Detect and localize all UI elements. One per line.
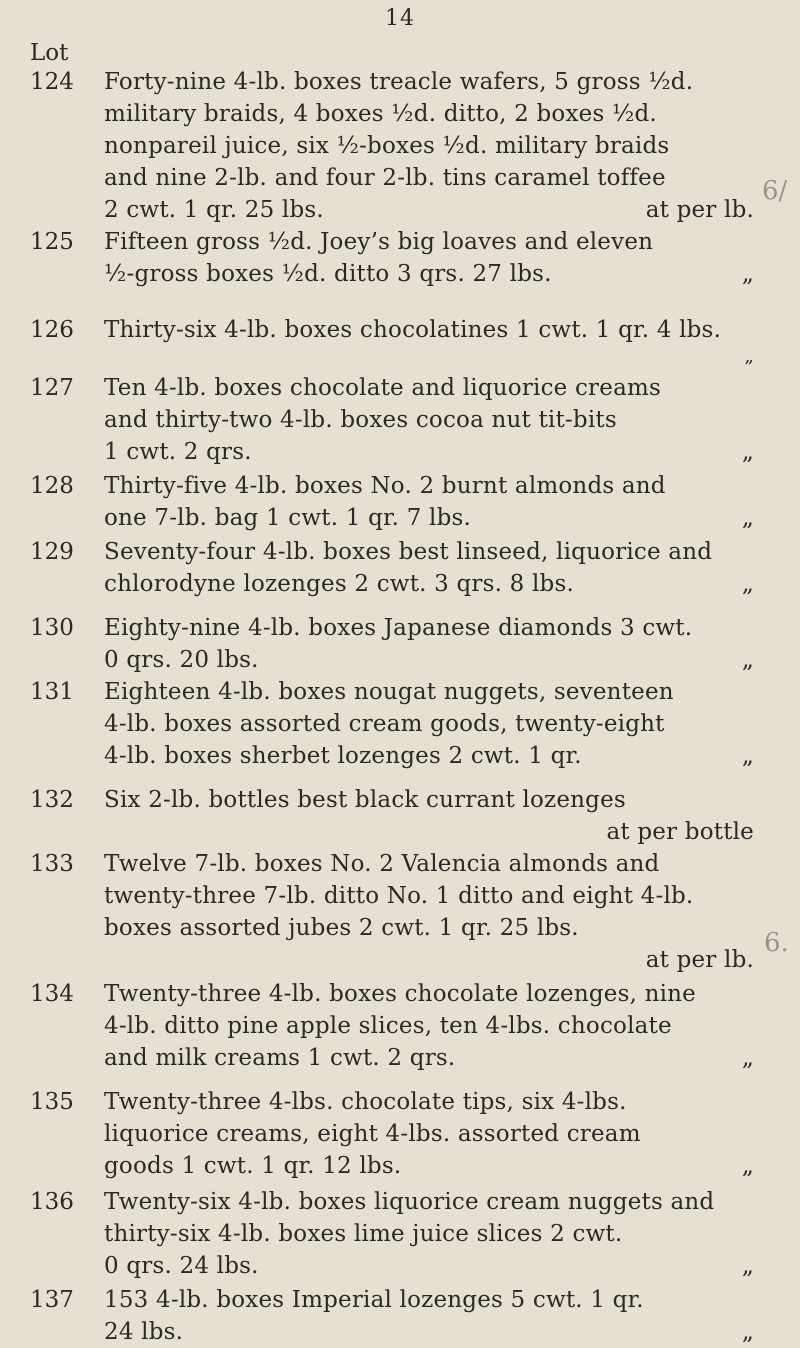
lot-price: at per lb. <box>645 197 754 223</box>
lot-line: Twenty-six 4-lb. boxes liquorice cream nuggets and <box>104 1189 715 1215</box>
lot-line: 4-lb. boxes sherbet lozenges 2 cwt. 1 qr. <box>104 743 582 769</box>
lot-line: and nine 2-lb. and four 2-lb. tins caramel toffee <box>104 165 666 191</box>
lot-line: one 7-lb. bag 1 cwt. 1 qr. 7 lbs. <box>104 505 472 531</box>
lot-price: „ <box>744 346 754 367</box>
lot-line: Fifteen gross ½d. Joey’s big loaves and eleven <box>104 229 654 255</box>
lot-price: at per bottle <box>606 819 754 845</box>
lot-description <box>104 1086 754 1182</box>
lot-description <box>104 372 754 468</box>
page-number: 14 <box>385 6 415 31</box>
lot-description <box>104 66 754 226</box>
lot-description <box>104 314 754 368</box>
lot-description <box>104 784 754 848</box>
lot-line: military braids, 4 boxes ½d. ditto, 2 boxes ½d. <box>104 101 657 127</box>
lot-number: 135 <box>30 1089 74 1115</box>
lot-line: nonpareil juice, six ½-boxes ½d. military braids <box>104 133 670 159</box>
lot-line: 4-lb. boxes assorted cream goods, twenty-eight <box>104 711 665 737</box>
lot-price: „ <box>741 261 754 287</box>
lot-line: 153 4-lb. boxes Imperial lozenges 5 cwt. 1 qr. <box>104 1287 644 1313</box>
lot-line: Seventy-four 4-lb. boxes best linseed, liquorice and <box>104 539 713 565</box>
lot-line: Eighteen 4-lb. boxes nougat nuggets, seventeen <box>104 679 674 705</box>
lot-line: goods 1 cwt. 1 qr. 12 lbs. <box>104 1153 402 1179</box>
lot-line: Six 2-lb. bottles best black currant lozenges <box>104 787 626 813</box>
lot-number: 126 <box>30 317 74 343</box>
lot-line: Ten 4-lb. boxes chocolate and liquorice creams <box>104 375 661 401</box>
lot-price: „ <box>741 505 754 531</box>
lot-number: 129 <box>30 539 74 565</box>
lot-number: 131 <box>30 679 74 705</box>
lot-line: liquorice creams, eight 4-lbs. assorted cream <box>104 1121 641 1147</box>
lot-description <box>104 1284 754 1348</box>
lot-line: and milk creams 1 cwt. 2 qrs. <box>104 1045 456 1071</box>
lot-description <box>104 536 754 600</box>
lot-line: Thirty-five 4-lb. boxes No. 2 burnt almonds and <box>104 473 666 499</box>
lot-line: twenty-three 7-lb. ditto No. 1 ditto and eight 4-lb. <box>104 883 694 909</box>
lot-description <box>104 226 754 290</box>
lot-price: „ <box>741 1153 754 1179</box>
lot-number: 132 <box>30 787 74 813</box>
lot-line: Twenty-three 4-lbs. chocolate tips, six 4-lbs. <box>104 1089 627 1115</box>
lot-price: „ <box>741 743 754 769</box>
lot-line: chlorodyne lozenges 2 cwt. 3 qrs. 8 lbs. <box>104 571 574 597</box>
lot-price: „ <box>741 647 754 673</box>
lot-line: 0 qrs. 24 lbs. <box>104 1253 259 1279</box>
lot-line: Forty-nine 4-lb. boxes treacle wafers, 5 gross ½d. <box>104 69 694 95</box>
lot-description <box>104 470 754 534</box>
lot-price: „ <box>741 571 754 597</box>
lot-line: 2 cwt. 1 qr. 25 lbs. <box>104 197 324 223</box>
lot-number: 128 <box>30 473 74 499</box>
lot-line: 24 lbs. <box>104 1319 184 1345</box>
lot-line: thirty-six 4-lb. boxes lime juice slices 2 cwt. <box>104 1221 623 1247</box>
lot-number: 137 <box>30 1287 74 1313</box>
lot-line: and thirty-two 4-lb. boxes cocoa nut tit-bits <box>104 407 617 433</box>
lot-number: 127 <box>30 375 74 401</box>
lot-line: 1 cwt. 2 qrs. <box>104 439 252 465</box>
lot-number: 136 <box>30 1189 74 1215</box>
lot-price: „ <box>741 439 754 465</box>
handwritten-mark: 6/ <box>762 176 788 206</box>
lot-line: 0 qrs. 20 lbs. <box>104 647 259 673</box>
lot-description <box>104 978 754 1074</box>
lot-column-header: Lot <box>30 40 69 66</box>
lot-line: Twenty-three 4-lb. boxes chocolate lozenges, nine <box>104 981 696 1007</box>
lot-description <box>104 612 754 676</box>
lot-line: Thirty-six 4-lb. boxes chocolatines 1 cwt. 1 qr. 4 lbs. <box>104 317 722 343</box>
lot-line: Eighty-nine 4-lb. boxes Japanese diamonds 3 cwt. <box>104 615 693 641</box>
lot-description <box>104 848 754 976</box>
lot-number: 133 <box>30 851 74 877</box>
lot-description <box>104 1186 754 1282</box>
lot-number: 130 <box>30 615 74 641</box>
lot-number: 124 <box>30 69 74 95</box>
lot-line: ½-gross boxes ½d. ditto 3 qrs. 27 lbs. <box>104 261 552 287</box>
lot-price: „ <box>741 1319 754 1345</box>
lot-description <box>104 676 754 772</box>
lot-number: 134 <box>30 981 74 1007</box>
lot-price: „ <box>741 1253 754 1279</box>
lot-line: Twelve 7-lb. boxes No. 2 Valencia almonds and <box>104 851 660 877</box>
handwritten-mark: 6. <box>764 928 789 958</box>
lot-line: 4-lb. ditto pine apple slices, ten 4-lbs. chocolate <box>104 1013 672 1039</box>
lot-line: boxes assorted jubes 2 cwt. 1 qr. 25 lbs. <box>104 915 579 941</box>
lot-number: 125 <box>30 229 74 255</box>
lot-price: at per lb. <box>645 947 754 973</box>
lot-price: „ <box>741 1045 754 1071</box>
